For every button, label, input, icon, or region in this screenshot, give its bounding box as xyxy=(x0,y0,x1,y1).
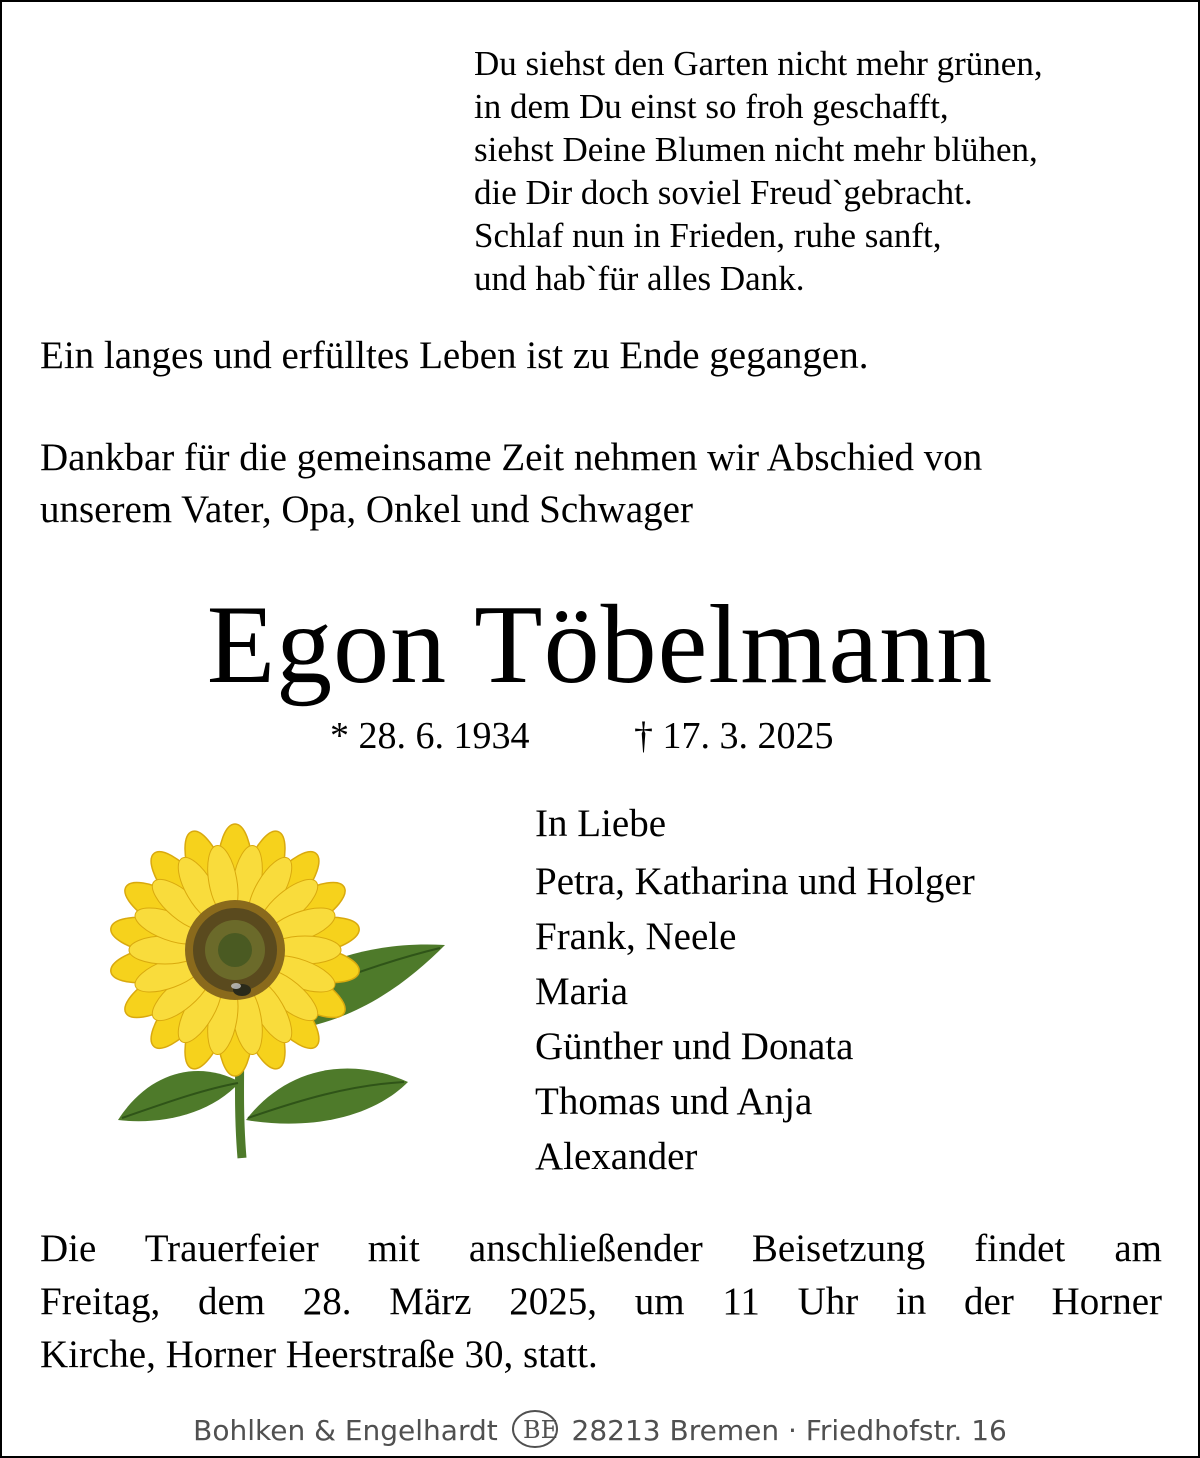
funeral-home-address: 28213 Bremen · Friedhofstr. 16 xyxy=(571,1414,1007,1447)
mourners-intro: In Liebe xyxy=(535,802,667,845)
mourners-list xyxy=(535,798,975,1184)
funeral-home-name: Bohlken & Engelhardt xyxy=(193,1414,498,1447)
poem-line: die Dir doch soviel Freud`gebracht. xyxy=(474,173,973,212)
poem-line: und hab`für alles Dank. xyxy=(474,259,805,298)
poem-line: Du siehst den Garten nicht mehr grünen, xyxy=(474,44,1043,83)
mourner-name: Frank, Neele xyxy=(535,915,737,958)
deceased-name: Egon Töbelmann xyxy=(206,583,994,707)
service-line: Freitag, dem 28. März 2025, um 11 Uhr in der Horner xyxy=(40,1280,1162,1323)
birth-date: * 28. 6. 1934 xyxy=(330,715,530,757)
service-line: Kirche, Horner Heerstraße 30, statt. xyxy=(40,1333,598,1376)
intro-line: Ein langes und erfülltes Leben ist zu Ende gegangen. xyxy=(40,334,869,377)
mourner-name: Petra, Katharina und Holger xyxy=(535,860,975,903)
farewell-text xyxy=(40,432,1162,536)
sunflower-image xyxy=(90,820,450,1160)
service-line: Die Trauerfeier mit anschließender Beisetzung findet am xyxy=(40,1227,1162,1270)
death-date: † 17. 3. 2025 xyxy=(634,715,834,757)
mourner-name: Thomas und Anja xyxy=(535,1080,813,1123)
poem-line: siehst Deine Blumen nicht mehr blühen, xyxy=(474,130,1038,169)
mourner-name: Alexander xyxy=(535,1135,698,1178)
mourner-name: Günther und Donata xyxy=(535,1025,854,1068)
life-dates xyxy=(0,712,1200,760)
poem-line: Schlaf nun in Frieden, ruhe sanft, xyxy=(474,216,942,255)
funeral-home-logo xyxy=(511,1409,559,1449)
mourner-name: Maria xyxy=(535,970,629,1013)
funeral-home-footer xyxy=(0,1408,1200,1454)
service-info xyxy=(40,1222,1162,1381)
poem-line: in dem Du einst so froh geschafft, xyxy=(474,87,949,126)
logo-letters: BE xyxy=(522,1416,558,1444)
farewell-line: unserem Vater, Opa, Onkel und Schwager xyxy=(40,488,693,531)
poem xyxy=(474,42,1043,300)
farewell-line: Dankbar für die gemeinsame Zeit nehmen wir Abschied von xyxy=(40,436,983,479)
